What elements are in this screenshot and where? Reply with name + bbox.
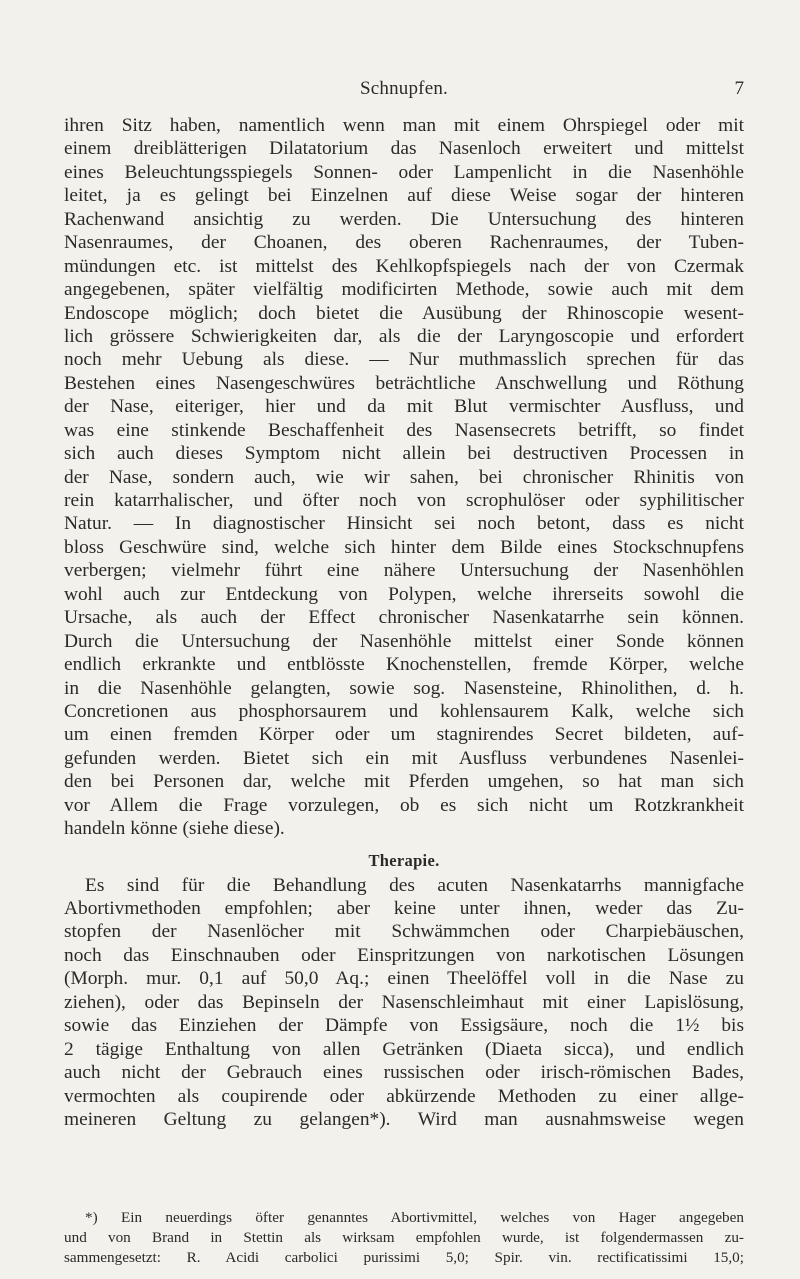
text-line: stopfen der Nasenlöcher mit Schwämmchen oder Charpiebäuschen, <box>64 921 744 943</box>
section-heading: Therapie. <box>368 850 440 870</box>
paragraph-1 <box>64 114 744 841</box>
text-line: Ursache, als auch der Effect chronischer Nasenkatarrhe sein können. <box>64 607 744 629</box>
text-line: sich auch dieses Symptom nicht allein bei destructiven Processen in <box>64 443 744 465</box>
body-text <box>64 114 744 1131</box>
text-line: meineren Geltung zu gelangen*). Wird man ausnahmsweise wegen <box>64 1108 744 1130</box>
text-line: (Morph. mur. 0,1 auf 50,0 Aq.; einen Theelöffel voll in die Nase zu <box>64 968 744 990</box>
text-line: vermochten als coupirende oder abkürzende Methoden zu einer allge- <box>64 1085 744 1107</box>
text-line: ziehen), oder das Bepinseln der Nasenschleimhaut mit einer Lapislösung, <box>64 991 744 1013</box>
text-line: handeln könne (siehe diese). <box>64 818 285 840</box>
text-line: Bestehen eines Nasengeschwüres beträchtliche Anschwellung und Röthung <box>64 372 744 394</box>
text-line: bloss Geschwüre sind, welche sich hinter dem Bilde eines Stockschnupfens <box>64 536 744 558</box>
text-line: Durch die Untersuchung der Nasenhöhle mittelst einer Sonde können <box>64 630 744 652</box>
text-line: sowie das Einziehen der Dämpfe von Essigsäure, noch die 1½ bis <box>64 1015 744 1037</box>
page-number: 7 <box>734 78 744 99</box>
text-line: was eine stinkende Beschaffenheit des Nasensecrets betrifft, so findet <box>64 419 744 441</box>
text-line: rein katarrhalischer, und öfter noch von scrophulöser oder syphilitischer <box>64 490 744 511</box>
text-line: Endoscope möglich; doch bietet die Ausübung der Rhinoscopie wesent- <box>64 302 744 324</box>
running-title: Schnupfen. <box>359 78 448 99</box>
text-line: ihren Sitz haben, namentlich wenn man mit einem Ohrspiegel oder mit <box>64 115 744 136</box>
text-line: noch mehr Uebung als diese. — Nur muthmasslich sprechen für das <box>64 349 744 371</box>
text-line: in die Nasenhöhle gelangten, sowie sog. Nasensteine, Rhinolithen, d. h. <box>64 677 744 699</box>
text-line: angegebenen, später vielfältig modificirten Methode, sowie auch mit dem <box>64 279 744 301</box>
text-line: auch nicht der Gebrauch eines russischen oder irisch-römischen Bades, <box>64 1062 744 1084</box>
text-line: wohl auch zur Entdeckung von Polypen, welche ihrerseits sowohl die <box>64 583 744 605</box>
text-line: Nasenraumes, der Choanen, des oberen Rachenraumes, der Tuben- <box>64 232 744 254</box>
text-line: der Nase, eiteriger, hier und da mit Blut vermischter Ausfluss, und <box>64 396 744 418</box>
text-line: eines Beleuchtungsspiegels Sonnen- oder Lampenlicht in die Nasenhöhle <box>64 161 744 183</box>
footnote-line: und von Brand in Stettin als wirksam empfohlen wurde, ist folgendermassen zu- <box>64 1229 744 1246</box>
page-header <box>64 78 744 104</box>
text-line: Es sind für die Behandlung des acuten Nasenkatarrhs mannigfache <box>85 874 744 896</box>
text-line: Concretionen aus phosphorsaurem und kohlensaurem Kalk, welche sich <box>64 700 744 722</box>
footnote <box>64 1208 744 1268</box>
text-line: vor Allem die Frage vorzulegen, ob es sich nicht um Rotzkrankheit <box>64 794 744 816</box>
text-line: den bei Personen dar, welche mit Pferden umgehen, so hat man sich <box>64 771 744 793</box>
text-line: noch das Einschnauben oder Einspritzungen von narkotischen Lösungen <box>64 944 744 966</box>
footnote-line: *) Ein neuerdings öfter genanntes Abortivmittel, welches von Hager angegeben <box>85 1209 744 1226</box>
text-line: der Nase, sondern auch, wie wir sahen, bei chronischer Rhinitis von <box>64 466 744 488</box>
text-line: Abortivmethoden empfohlen; aber keine unter ihnen, weder das Zu- <box>64 898 744 919</box>
footnote-line: sammengesetzt: R. Acidi carbolici purissimi 5,0; Spir. vin. rectificatissimi 15,0; <box>64 1249 744 1266</box>
text-line: Natur. — In diagnostischer Hinsicht sei noch betont, dass es nicht <box>64 513 744 535</box>
paragraph-2 <box>64 874 744 1132</box>
text-line: einem dreiblätterigen Dilatatorium das Nasenloch erweitert und mittelst <box>64 138 744 160</box>
text-line: mündungen etc. ist mittelst des Kehlkopfspiegels nach der von Czermak <box>64 255 744 277</box>
text-line: verbergen; vielmehr führt eine nähere Untersuchung der Nasenhöhlen <box>64 560 744 582</box>
text-line: Rachenwand ansichtig zu werden. Die Untersuchung des hinteren <box>64 208 744 230</box>
text-line: lich grössere Schwierigkeiten dar, als die der Laryngoscopie und erfordert <box>64 325 744 347</box>
text-line: 2 tägige Enthaltung von allen Getränken (Diaeta sicca), und endlich <box>64 1038 744 1060</box>
text-line: gefunden werden. Bietet sich ein mit Ausfluss verbundenes Nasenlei- <box>64 747 744 769</box>
text-line: endlich erkrankte und entblösste Knochenstellen, fremde Körper, welche <box>64 654 744 676</box>
text-line: um einen fremden Körper oder um stagnirendes Secret bildeten, auf- <box>64 724 744 746</box>
text-line: leitet, ja es gelingt bei Einzelnen auf diese Weise sogar der hinteren <box>64 185 744 207</box>
